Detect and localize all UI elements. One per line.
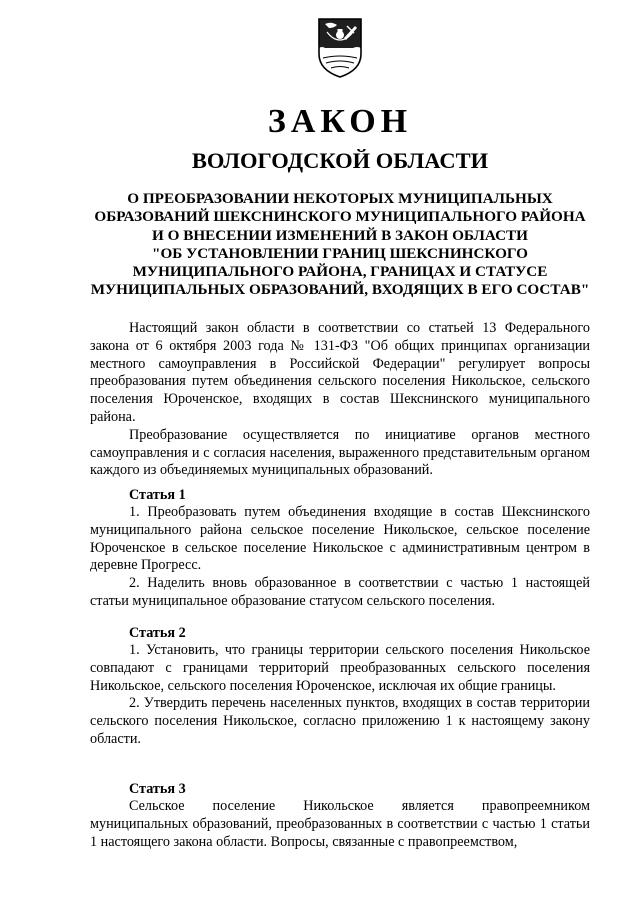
subject-line: МУНИЦИПАЛЬНОГО РАЙОНА, ГРАНИЦАХ И СТАТУСЕ (132, 263, 548, 281)
article-1-body (90, 504, 590, 611)
article-3-heading: Статья 3 (129, 781, 186, 797)
article-paragraph: 1. Преобразовать путем объединения входящие в состав Шекснинского муниципального района сельское поселение Никольское, сельское поселение Юроченское в сельское поселение Никольское с административным центром в деревне Прогресс. (90, 504, 590, 574)
article-paragraph: 1. Установить, что границы территории сельского поселения Никольское совпадают с границами территорий преобразованных сельского поселения Никольское, сельского поселения Юроченское, исключая их общие границы. (90, 642, 590, 694)
preamble-paragraph: Настоящий закон области в соответствии со статьей 13 Федерального закона от 6 октября 2003 года № 131-ФЗ "Об общих принципах организации местного самоуправления в Российской Федерации" регулирует вопросы преобразования путем объединения сельского поселения Никольское, сельского поселения Юроченское, входящих в состав Шекснинского муниципального района. (90, 320, 590, 425)
subject-line: О ПРЕОБРАЗОВАНИИ НЕКОТОРЫХ МУНИЦИПАЛЬНЫХ (127, 190, 553, 207)
law-title: ЗАКОН (267, 103, 413, 140)
subject-line: "ОБ УСТАНОВЛЕНИИ ГРАНИЦ ШЕКСНИНСКОГО (152, 244, 528, 262)
subject-line: И О ВНЕСЕНИИ ИЗМЕНЕНИЙ В ЗАКОН ОБЛАСТИ (152, 226, 528, 244)
article-2-body (90, 642, 590, 749)
article-1-heading: Статья 1 (129, 487, 186, 503)
article-paragraph: 2. Наделить вновь образованное в соответствии с частью 1 настоящей статьи муниципальное образование статусом сельского поселения. (90, 575, 590, 609)
article-paragraph: 2. Утвердить перечень населенных пунктов, входящих в состав территории сельского поселения Никольское, согласно приложению 1 к настоящему закону области. (90, 695, 590, 747)
article-2-heading: Статья 2 (129, 625, 186, 641)
law-subject-title (90, 190, 590, 300)
article-paragraph: Сельское поселение Никольское является правопреемником муниципальных образований, преобразованных в соответствии с частью 1 статьи 1 настоящего закона области. Вопросы, связанные с правопреемством, (90, 798, 590, 850)
preamble-paragraph: Преобразование осуществляется по инициативе органов местного самоуправления и с согласия населения, выраженного представительным органом каждого из объединяемых муниципальных образований. (90, 426, 590, 479)
article-3-body (90, 798, 590, 851)
subject-line: МУНИЦИПАЛЬНЫХ ОБРАЗОВАНИЙ, ВХОДЯЩИХ В ЕГО СОСТАВ" (90, 281, 590, 299)
subject-line: ОБРАЗОВАНИЙ ШЕКСНИНСКОГО МУНИЦИПАЛЬНОГО РАЙОНА (94, 208, 586, 226)
preamble (90, 320, 590, 480)
region-title: ВОЛОГОДСКОЙ ОБЛАСТИ (191, 148, 489, 173)
vologda-coat-of-arms-icon (317, 18, 363, 78)
